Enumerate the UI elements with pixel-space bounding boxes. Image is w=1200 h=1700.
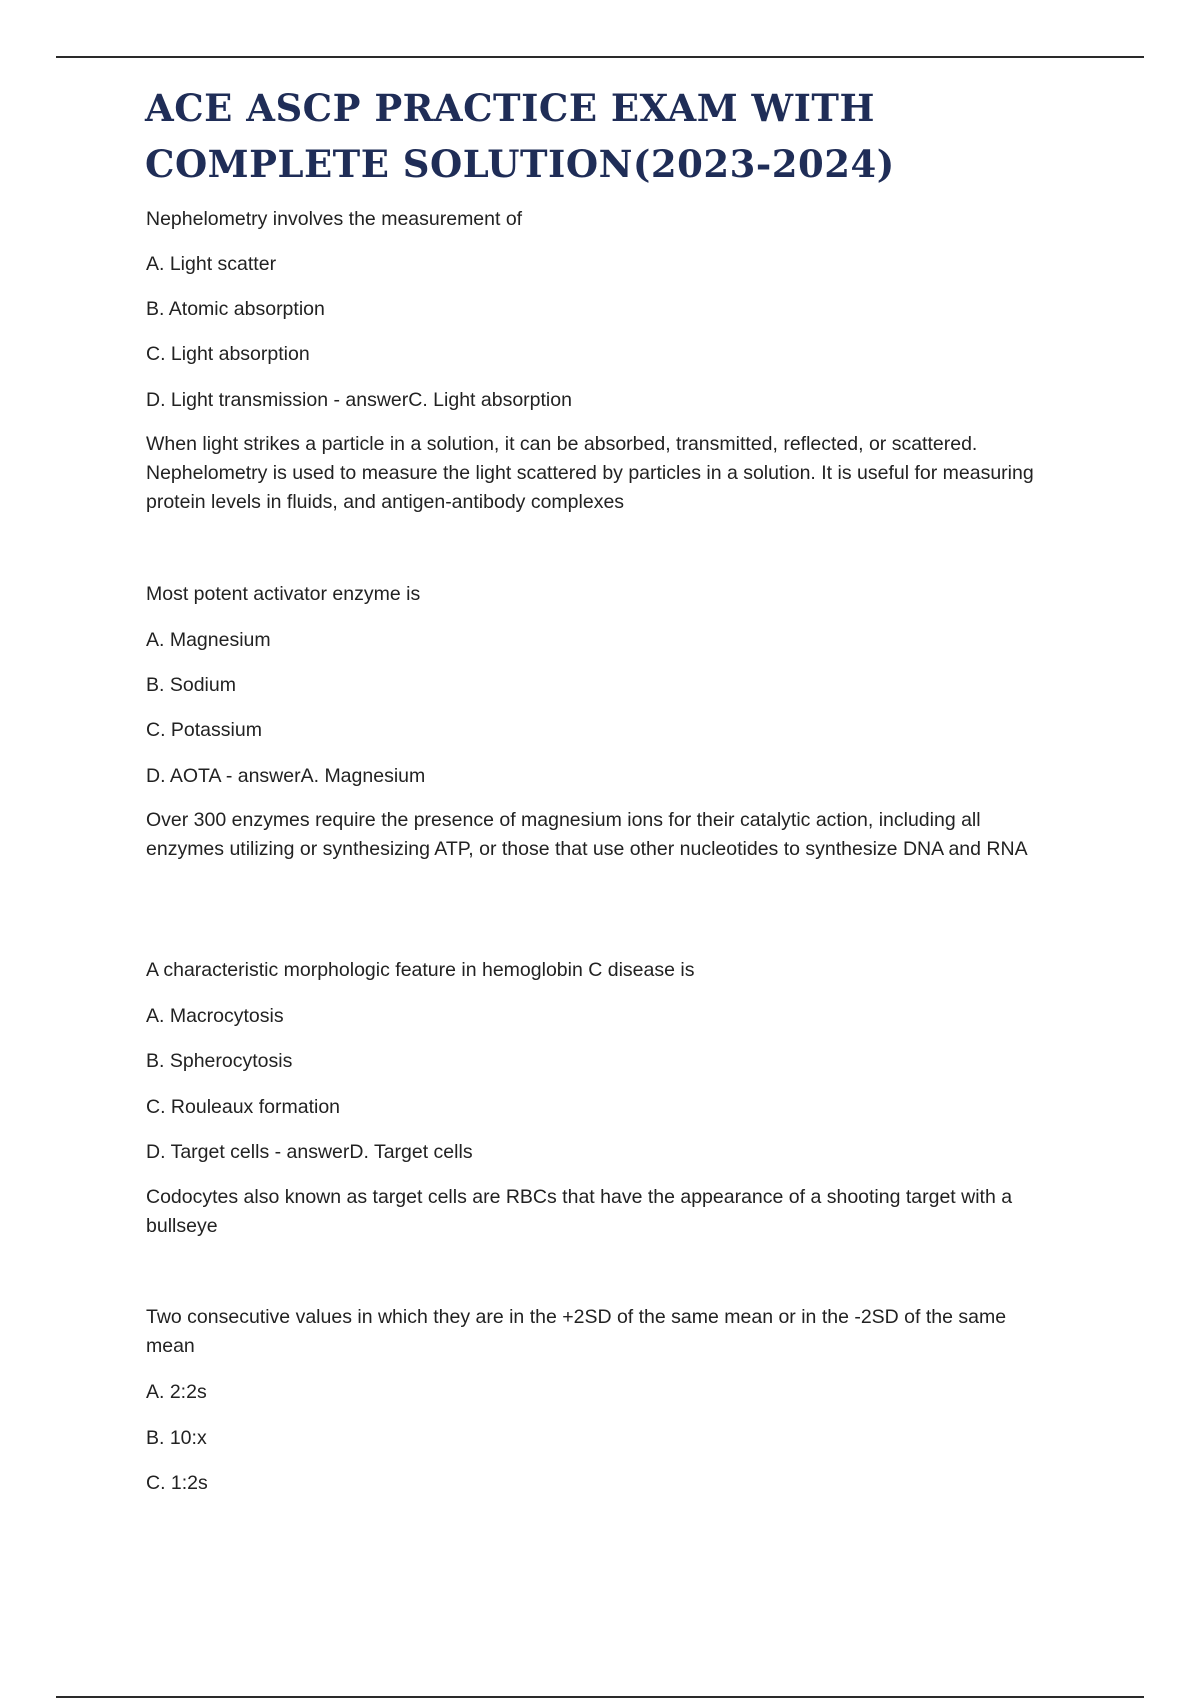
footer-rule	[56, 1696, 1144, 1698]
answer-option: B. 10:x	[146, 1427, 207, 1449]
answer-option: D. Light transmission - answerC. Light absorption	[146, 389, 572, 411]
answer-option: C. Potassium	[146, 719, 262, 741]
answer-option: C. Rouleaux formation	[146, 1096, 341, 1118]
answer-option: A. Light scatter	[146, 253, 277, 275]
page-title: ACE ASCP PRACTICE EXAM WITH COMPLETE SOLUTION(2023-2024)	[145, 86, 895, 186]
answer-option: B. Atomic absorption	[146, 298, 325, 320]
header-rule	[56, 56, 1144, 58]
answer-option: A. Macrocytosis	[146, 1005, 284, 1027]
question-stem: Nephelometry involves the measurement of	[146, 208, 523, 230]
answer-option: A. Magnesium	[146, 629, 271, 651]
answer-option: A. 2:2s	[146, 1381, 207, 1403]
answer-option: C. 1:2s	[146, 1472, 208, 1494]
question-stem: A characteristic morphologic feature in hemoglobin C disease is	[146, 959, 695, 981]
answer-explanation: When light strikes a particle in a solution, it can be absorbed, transmitted, reflected, or scattered. Nephelometry is used to measure the light scattered by particles in a solution. It is useful for measuring protein levels in fluids, and antigen-antibody complexes	[146, 433, 1034, 513]
answer-explanation: Over 300 enzymes require the presence of magnesium ions for their catalytic action, including all enzymes utilizing or synthesizing ATP, or those that use other nucleotides to synthesize DNA and RNA	[146, 809, 1028, 860]
answer-option: C. Light absorption	[146, 343, 310, 365]
answer-explanation: Codocytes also known as target cells are RBCs that have the appearance of a shooting target with a bullseye	[146, 1186, 1013, 1237]
answer-option: D. Target cells - answerD. Target cells	[146, 1141, 473, 1163]
answer-option: B. Sodium	[146, 674, 236, 696]
answer-option: D. AOTA - answerA. Magnesium	[146, 765, 426, 787]
answer-option: B. Spherocytosis	[146, 1050, 293, 1072]
question-stem: Two consecutive values in which they are in the +2SD of the same mean or in the -2SD of the same mean	[146, 1306, 1007, 1357]
question-stem: Most potent activator enzyme is	[146, 583, 421, 605]
